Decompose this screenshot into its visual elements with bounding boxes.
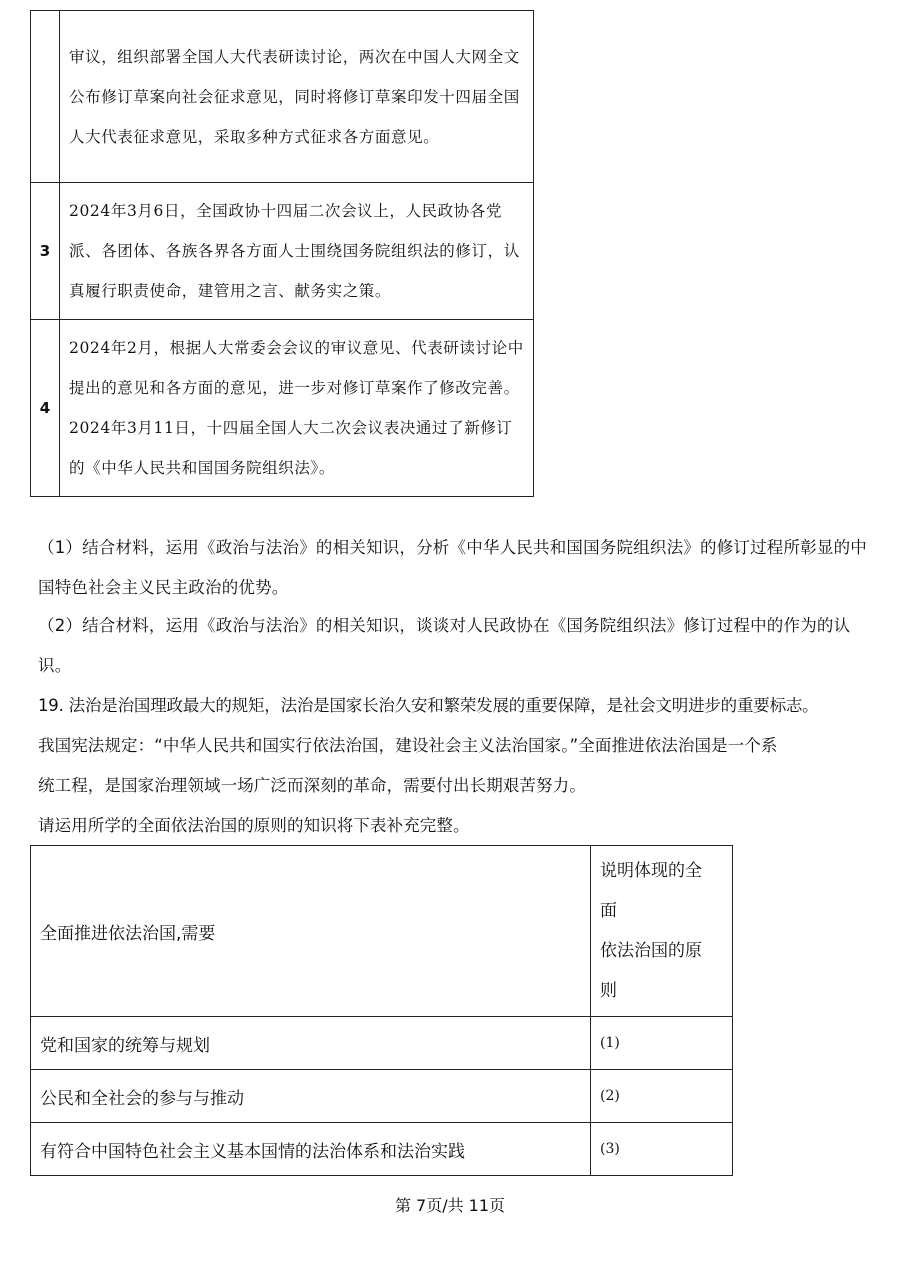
header-principle-line: 面 [600,901,617,921]
header-principle-line: 依法治国的原 [600,941,702,961]
material-row-text: 2024年2月，根据人大常委会会议的审议意见、代表研读讨论中提出的意见和各方面的意见，进一步对修订草案作了修改完善。2024年3月11日，十四届全国人大二次会议表决通过了新修订的《中华人民共和国国务院组织法》。 [60,320,534,497]
material-row-text: 2024年3月6日，全国政协十四届二次会议上，人民政协各党派、各团体、各族各界各方面人士围绕国务院组织法的修订，认真履行职责使命，建管用之言、献务实之策。 [60,183,534,320]
table-row [31,1123,733,1176]
question-19-instruction: 请运用所学的全面依法治国的原则的知识将下表补充完整。 [38,816,470,835]
material-row-number: 4 [31,320,60,497]
header-principle-line: 说明体现的全 [600,861,702,881]
answer-blank[interactable]: (2) [591,1070,733,1123]
material-row [31,320,534,497]
principle-table [30,845,733,1176]
material-row-text: 审议，组织部署全国人大代表研读讨论，两次在中国人大网全文公布修订草案向社会征求意见，同时将修订草案印发十四届全国人大代表征求意见，采取多种方式征求各方面意见。 [60,11,534,183]
need-cell: 党和国家的统筹与规划 [31,1017,591,1070]
answer-blank[interactable]: (1) [591,1017,733,1070]
material-row [31,183,534,320]
question-19-line: 统工程，是国家治理领域一场广泛而深刻的革命，需要付出长期艰苦努力。 [38,776,586,795]
page-footer: 第 7页/共 11页 [394,1196,506,1215]
material-row-number [31,11,60,183]
table-row [31,1017,733,1070]
need-cell: 公民和全社会的参与与推动 [31,1070,591,1123]
header-principle-line: 则 [600,981,617,1001]
table-row [31,1070,733,1123]
question-2: （2）结合材料，运用《政治与法治》的相关知识，谈谈对人民政协在《国务院组织法》修订过程中的作为的认识。 [38,616,851,675]
question-19-line: 我国宪法规定：“中华人民共和国实行依法治国，建设社会主义法治国家。”全面推进依法治国是一个系 [38,736,778,755]
question-19-line: 19. 法治是治国理政最大的规矩，法治是国家长治久安和繁荣发展的重要保障，是社会文明进步的重要标志。 [38,696,819,715]
need-cell: 有符合中国特色社会主义基本国情的法治体系和法治实践 [31,1123,591,1176]
material-table [30,10,534,497]
material-row [31,11,534,183]
material-row-number: 3 [31,183,60,320]
principle-table-header [31,846,733,1017]
header-need: 全面推进依法治国,需要 [31,846,591,1017]
header-principle [591,846,733,1017]
answer-blank[interactable]: (3) [591,1123,733,1176]
question-1: （1）结合材料，运用《政治与法治》的相关知识，分析《中华人民共和国国务院组织法》的修订过程所彰显的中国特色社会主义民主政治的优势。 [38,538,867,597]
question-19 [38,686,883,846]
